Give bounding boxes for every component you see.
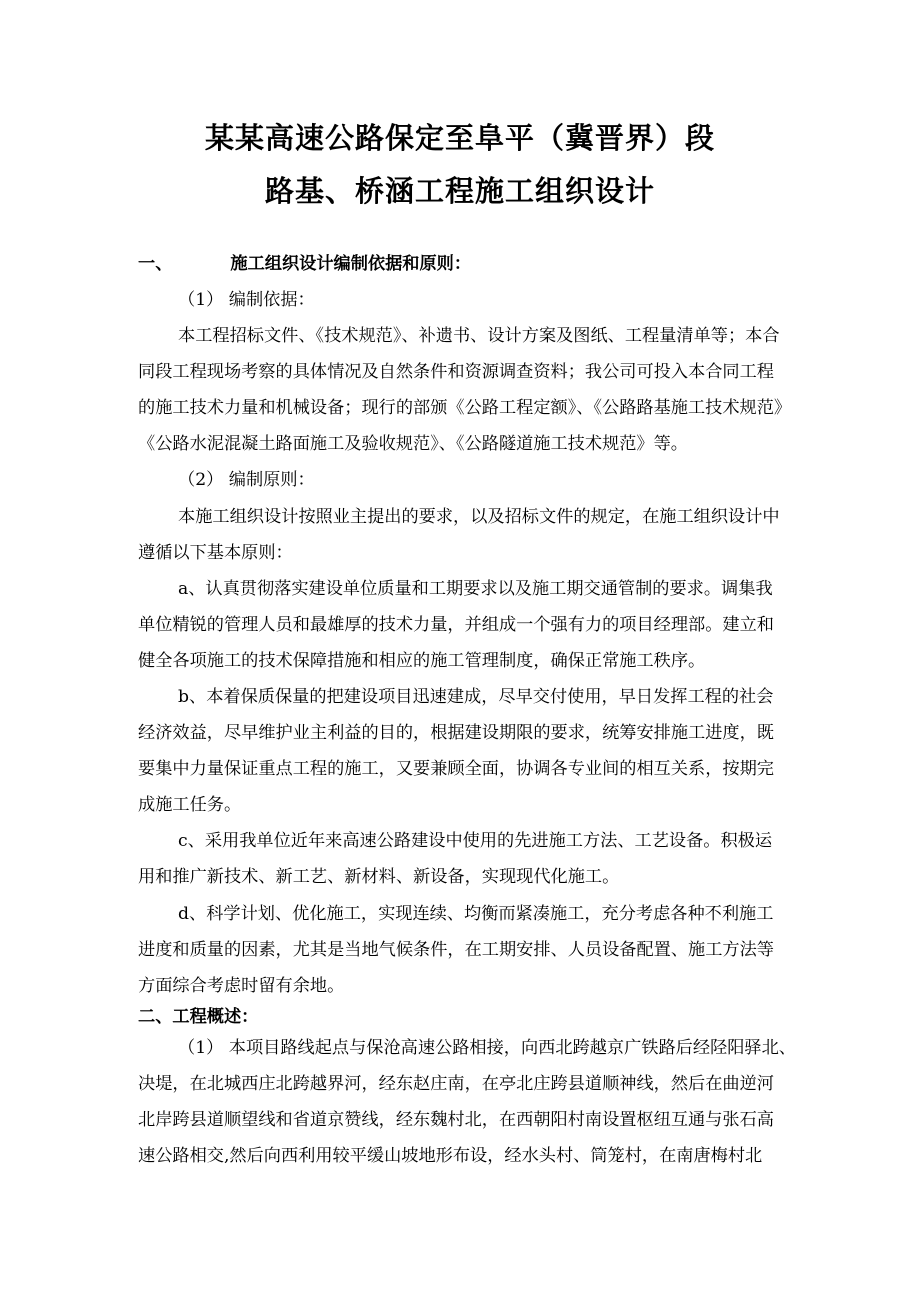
principle-d-line: d、科学计划、优化施工，实现连续、均衡而紧凑施工，充分考虑各种不利施工 <box>178 904 774 924</box>
principle-b-line: 要集中力量保证重点工程的施工，又要兼顾全面，协调各专业间的相互关系，按期完 <box>138 759 774 779</box>
principle-c-line: 用和推广新技术、新工艺、新材料、新设备，实现现代化施工。 <box>138 867 620 887</box>
section-1-heading <box>138 252 471 276</box>
document-title-line-2: 路基、桥涵工程施工组织设计 <box>264 174 655 208</box>
section-2-heading: 二、工程概述： <box>138 1007 259 1027</box>
principle-b-line: 经济效益，尽早维护业主利益的目的，根据建设期限的要求，统筹安排施工进度，既 <box>138 723 774 743</box>
section-1-title: 施工组织设计编制依据和原则： <box>230 254 472 274</box>
paragraph-line: 本工程招标文件、《技术规范》、补遗书、设计方案及图纸、工程量清单等；本合 <box>178 326 780 346</box>
paragraph-line: 同段工程现场考察的具体情况及自然条件和资源调查资料；我公司可投入本合同工程 <box>138 362 774 382</box>
principle-c-line: c、采用我单位近年来高速公路建设中使用的先进施工方法、工艺设备。积极运 <box>178 831 773 851</box>
subsection-principles-label: （2） 编制原则： <box>178 470 315 490</box>
paragraph-line: 《公路水泥混凝土路面施工及验收规范》、《公路隧道施工技术规范》等。 <box>138 434 688 454</box>
principle-a-line: 单位精锐的管理人员和最雄厚的技术力量，并组成一个强有力的项目经理部。建立和 <box>138 615 774 635</box>
overview-line: 北岸跨县道顺望线和省道京赞线，经东魏村北，在西朝阳村南设置枢纽互通与张石高 <box>138 1110 774 1130</box>
overview-line: （1） 本项目路线起点与保沧高速公路相接，向西北跨越京广铁路后经陉阳驿北、 <box>178 1038 796 1058</box>
subsection-basis-label: （1） 编制依据： <box>178 290 315 310</box>
paragraph-line: 本施工组织设计按照业主提出的要求，以及招标文件的规定，在施工组织设计中 <box>178 507 780 527</box>
paragraph-line: 的施工技术力量和机械设备；现行的部颁《公路工程定额》、《公路路基施工技术规范》 <box>138 398 792 418</box>
overview-line: 速公路相交,然后向西利用较平缓山坡地形布设，经水头村、筒笼村，在南唐梅村北 <box>138 1146 763 1166</box>
document-title-line-1: 某某高速公路保定至阜平（冀晋界）段 <box>204 121 715 155</box>
principle-a-line: a、认真贯彻落实建设单位质量和工期要求以及施工期交通管制的要求。调集我 <box>178 579 773 599</box>
principle-d-line: 进度和质量的因素，尤其是当地气候条件，在工期安排、人员设备配置、施工方法等 <box>138 940 774 960</box>
overview-line: 决堤，在北城西庄北跨越界河，经东赵庄南，在亭北庄跨县道顺神线，然后在曲逆河 <box>138 1074 774 1094</box>
principle-b-line: 成施工任务。 <box>138 795 242 815</box>
paragraph-line: 遵循以下基本原则： <box>138 543 293 563</box>
principle-d-line: 方面综合考虑时留有余地。 <box>138 976 345 996</box>
principle-b-line: b、本着保质保量的把建设项目迅速建成，尽早交付使用，早日发挥工程的社会 <box>178 687 774 707</box>
principle-a-line: 健全各项施工的技术保障措施和相应的施工管理制度，确保正常施工秩序。 <box>138 651 706 671</box>
section-1-number: 一、 <box>138 254 173 274</box>
